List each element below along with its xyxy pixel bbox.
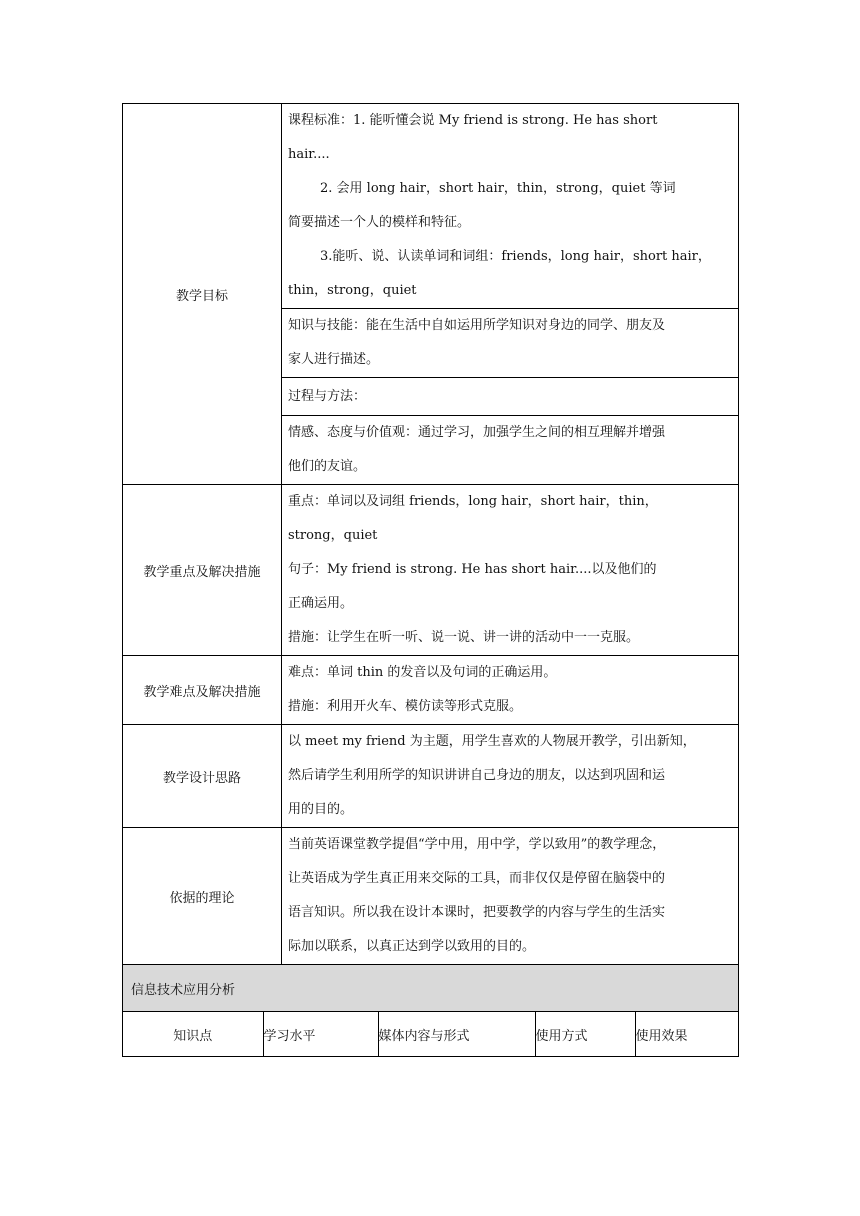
lesson-plan-table xyxy=(122,103,739,1057)
info-tech-title: 信息技术应用分析 xyxy=(123,965,739,1012)
difficulties-label: 教学难点及解决措施 xyxy=(123,656,282,725)
objectives-row-standard xyxy=(123,104,739,309)
objectives-process-cell xyxy=(282,378,739,416)
knowledge-line: 家人进行描述。 xyxy=(288,352,380,367)
standard-line: 2. 会用 long hair，short hair，thin，strong，quiet 等词 xyxy=(320,181,676,196)
theory-line: 际加以联系，以真正达到学以致用的目的。 xyxy=(288,939,536,954)
standard-line: 简要描述一个人的模样和特征。 xyxy=(288,215,471,230)
info-tech-header-row xyxy=(123,1012,739,1057)
key-points-line: 措施：让学生在听一听、说一说、讲一讲的活动中一一克服。 xyxy=(288,630,640,645)
key-points-cell xyxy=(282,485,739,656)
header-usage-method: 使用方式 xyxy=(535,1012,635,1056)
process-line: 过程与方法： xyxy=(288,388,367,404)
theory-row xyxy=(123,828,739,965)
info-tech-header-table xyxy=(123,1012,739,1056)
objectives-label: 教学目标 xyxy=(123,104,282,485)
key-points-line: 正确运用。 xyxy=(288,596,354,611)
design-line: 用的目的。 xyxy=(288,802,354,817)
key-points-label: 教学重点及解决措施 xyxy=(123,485,282,656)
emotion-line: 情感、态度与价值观：通过学习，加强学生之间的相互理解并增强 xyxy=(288,425,666,440)
difficulties-line: 措施：利用开火车、模仿读等形式克服。 xyxy=(288,699,523,714)
design-line: 以 meet my friend 为主题，用学生喜欢的人物展开教学，引出新知， xyxy=(288,734,696,749)
key-points-line: strong，quiet xyxy=(288,528,378,543)
info-tech-title-row xyxy=(123,965,739,1012)
key-points-line: 句子：My friend is strong. He has short hair....以及他们的 xyxy=(288,562,657,577)
objectives-standard-cell xyxy=(282,104,739,309)
theory-line: 让英语成为学生真正用来交际的工具，而非仅仅是停留在脑袋中的 xyxy=(288,871,666,886)
design-line: 然后请学生利用所学的知识讲讲自己身边的朋友，以达到巩固和运 xyxy=(288,768,666,783)
design-label: 教学设计思路 xyxy=(123,725,282,828)
standard-line: 3.能听、说、认读单词和词组：friends，long hair，short hair， xyxy=(320,249,711,264)
key-points-row xyxy=(123,485,739,656)
difficulties-row xyxy=(123,656,739,725)
standard-line: 课程标准：1. 能听懂会说 My friend is strong. He has short xyxy=(288,113,658,128)
header-knowledge-point: 知识点 xyxy=(173,1028,213,1044)
objectives-knowledge-cell xyxy=(282,309,739,378)
standard-line: hair.... xyxy=(288,147,330,162)
design-cell xyxy=(282,725,739,828)
emotion-line: 他们的友谊。 xyxy=(288,459,367,474)
theory-line: 语言知识。所以我在设计本课时，把要教学的内容与学生的生活实 xyxy=(288,905,666,920)
header-learning-level: 学习水平 xyxy=(263,1012,378,1056)
theory-line: 当前英语课堂教学提倡“学中用，用中学，学以致用”的教学理念， xyxy=(288,837,666,852)
info-tech-header-cell xyxy=(123,1012,739,1057)
standard-line: thin，strong，quiet xyxy=(288,283,417,298)
difficulties-line: 难点：单词 thin 的发音以及句词的正确运用。 xyxy=(288,665,557,680)
knowledge-line: 知识与技能：能在生活中自如运用所学知识对身边的同学、朋友及 xyxy=(288,318,666,333)
difficulties-cell xyxy=(282,656,739,725)
design-row xyxy=(123,725,739,828)
header-media-content: 媒体内容与形式 xyxy=(378,1012,535,1056)
key-points-line: 重点：单词以及词组 friends，long hair，short hair，thin， xyxy=(288,494,658,509)
theory-label: 依据的理论 xyxy=(123,828,282,965)
theory-cell xyxy=(282,828,739,965)
objectives-emotion-cell xyxy=(282,416,739,485)
header-usage-effect: 使用效果 xyxy=(635,1012,739,1056)
